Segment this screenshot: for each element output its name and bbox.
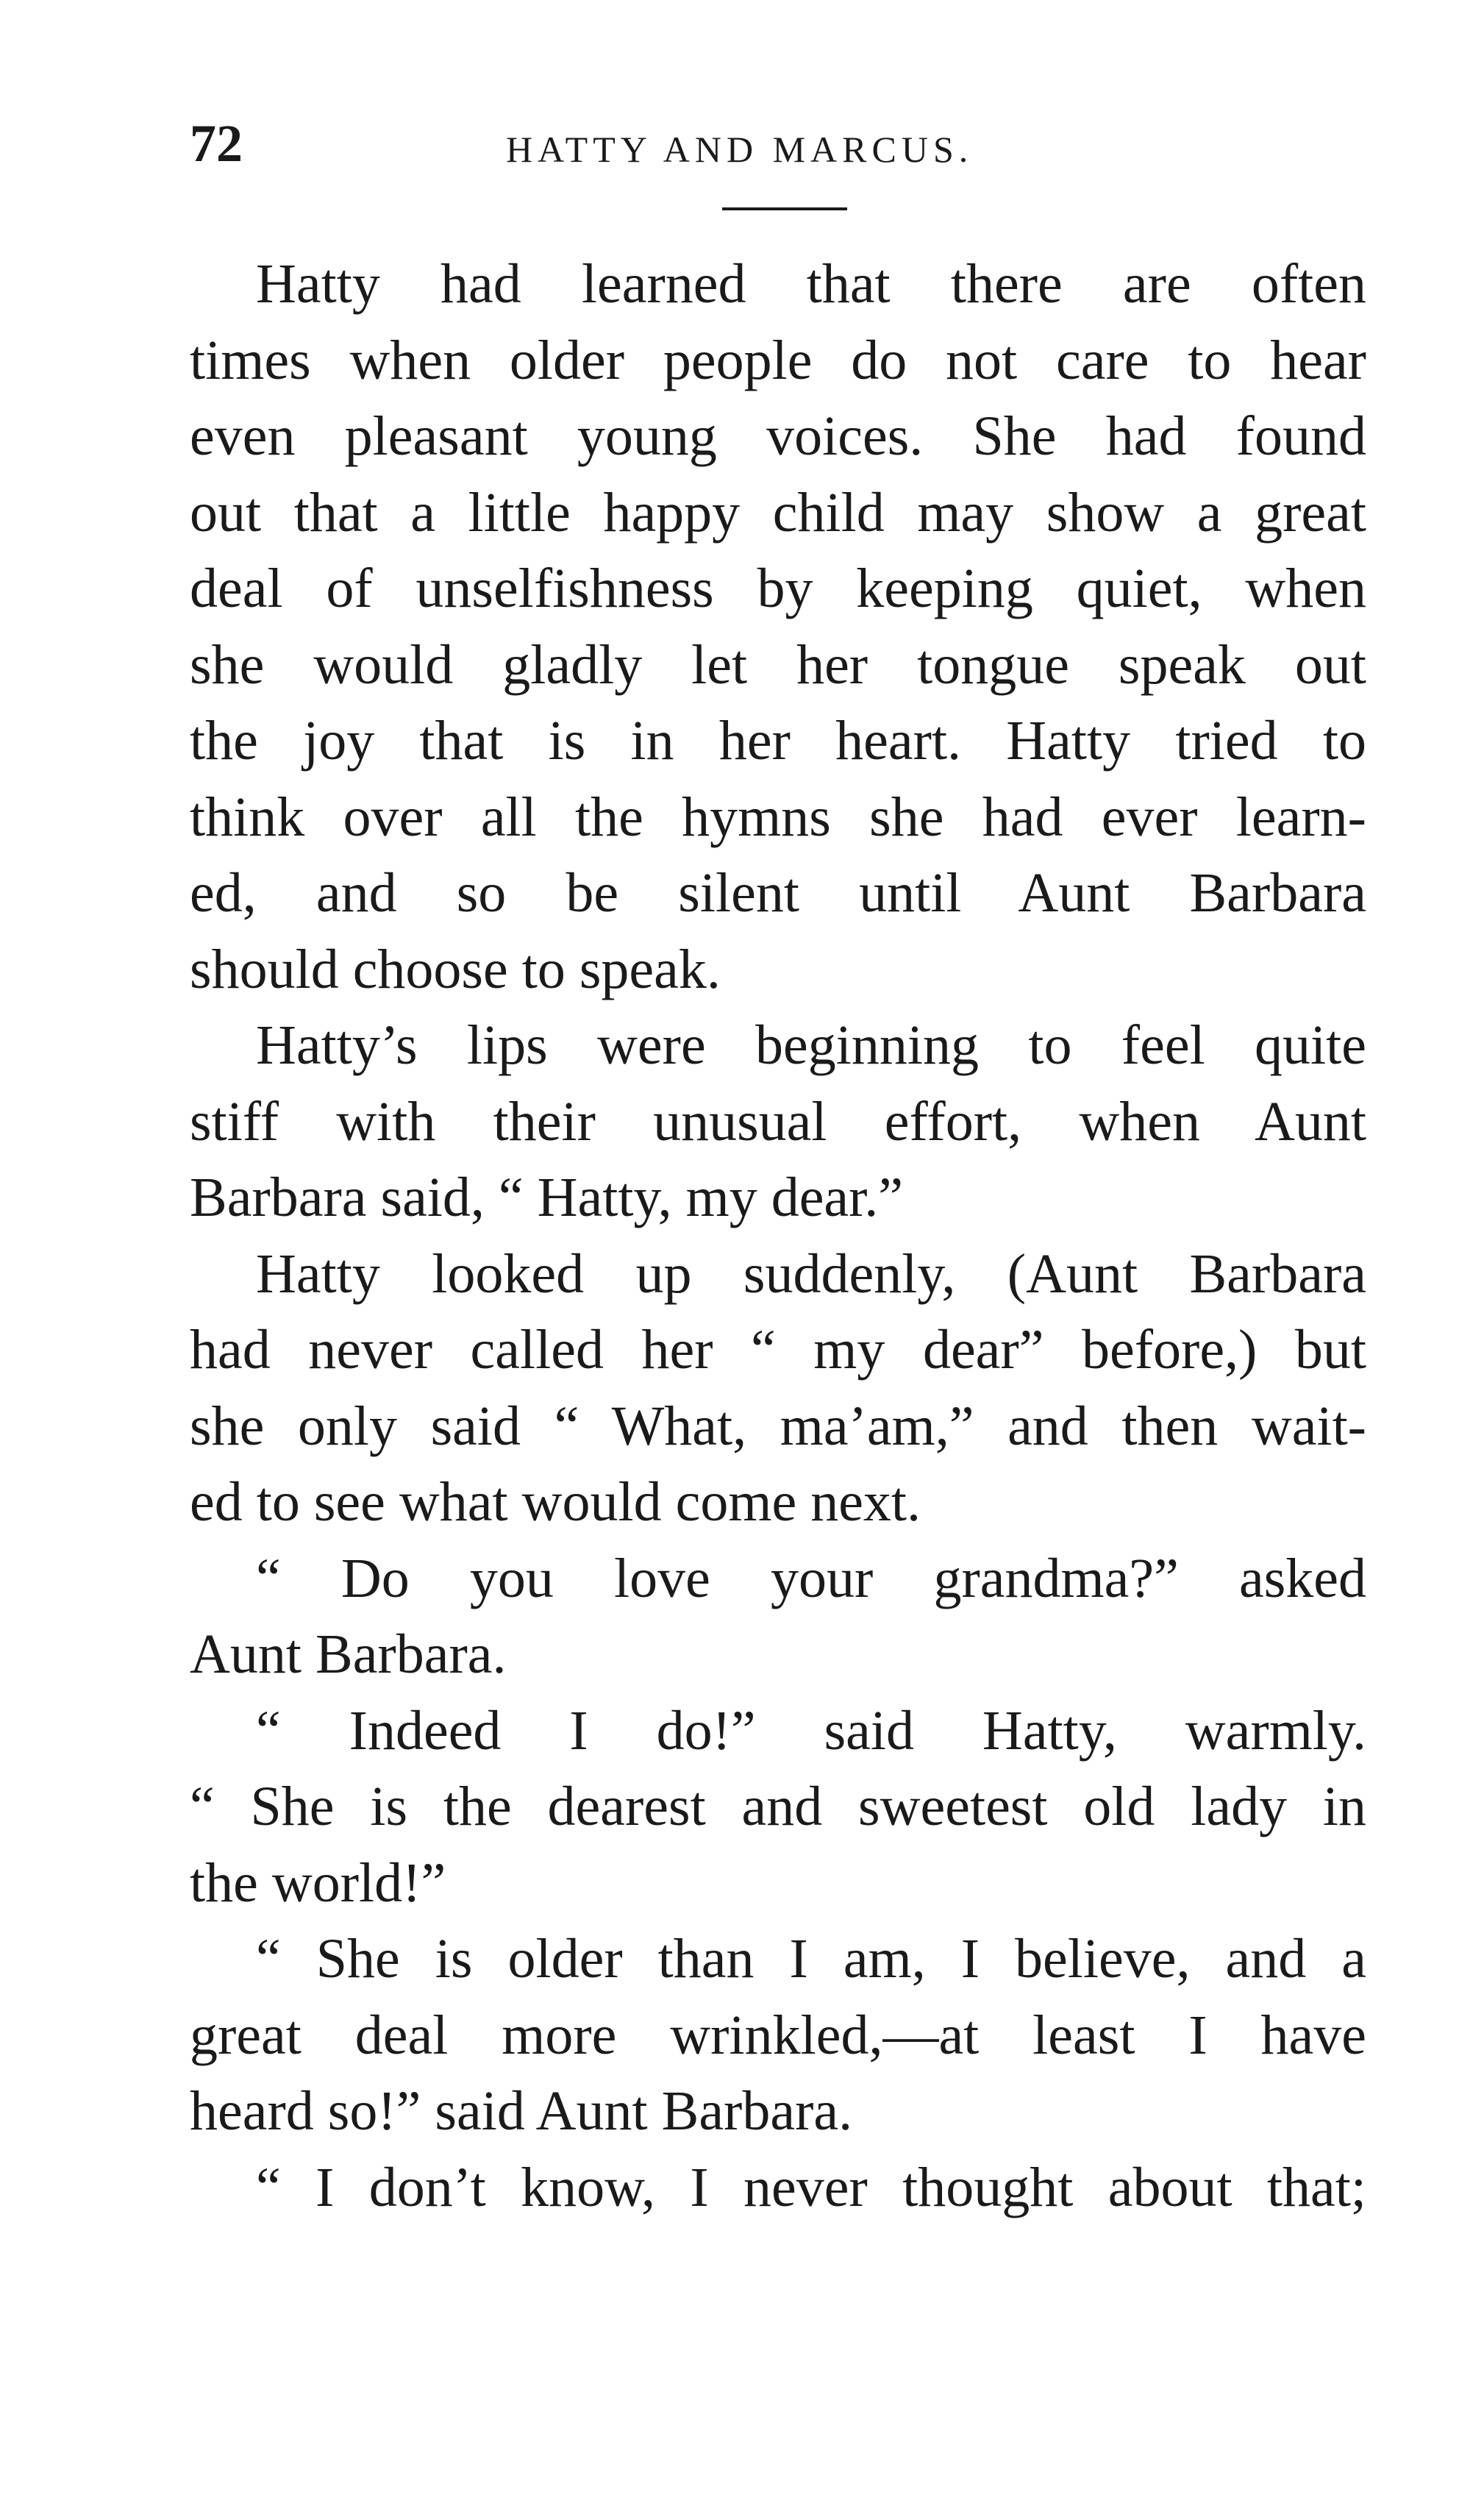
text-line: “ I don’t know, I never thought about that;: [256, 2156, 1366, 2218]
text-line: had never called her “ my dear” before,) but: [190, 1319, 1366, 1381]
text-line: “ She is older than I am, I believe, and a: [256, 1928, 1366, 1990]
text-line: deal of unselfishness by keeping quiet, when: [190, 558, 1366, 619]
text-line: even pleasant young voices. She had found: [190, 405, 1366, 467]
page-number: 72: [190, 114, 243, 173]
page-header: [190, 110, 1366, 177]
paragraph: [190, 1541, 1366, 1693]
paragraph: [190, 2150, 1366, 2227]
text-line: “ Indeed I do!” said Hatty, warmly.: [256, 1699, 1366, 1762]
text-line: great deal more wrinkled,—at least I have: [190, 2004, 1366, 2066]
text-line: “ She is the dearest and sweetest old lady in: [190, 1776, 1366, 1837]
text-line: Hatty’s lips were beginning to feel quite: [256, 1014, 1366, 1076]
text-line: times when older people do not care to hear: [190, 329, 1366, 391]
text-line: should choose to speak.: [190, 938, 721, 1000]
text-line: stiff with their unusual effort, when Aunt: [190, 1090, 1366, 1153]
running-title: HATTY AND MARCUS.: [506, 129, 974, 170]
text-line: out that a little happy child may show a great: [190, 481, 1366, 544]
paragraph: [190, 1693, 1366, 1922]
text-line: ed, and so be silent until Aunt Barbara: [190, 862, 1366, 924]
text-line: Hatty had learned that there are often: [256, 253, 1366, 315]
paragraph: [190, 246, 1366, 1008]
text-line: heard so!” said Aunt Barbara.: [190, 2080, 853, 2142]
paragraph: [190, 1921, 1366, 2150]
text-line: she only said “ What, ma’am,” and then wait-: [190, 1395, 1366, 1457]
text-line: the joy that is in her heart. Hatty tried to: [190, 710, 1366, 772]
body-text: [190, 246, 1366, 2226]
text-line: she would gladly let her tongue speak out: [190, 633, 1366, 696]
text-line: Barbara said, “ Hatty, my dear.”: [190, 1167, 904, 1228]
text-line: think over all the hymns she had ever learn-: [190, 786, 1366, 848]
text-line: Aunt Barbara.: [190, 1623, 507, 1685]
header-rule: [722, 207, 847, 210]
paragraph: [190, 1236, 1366, 1541]
text-line: “ Do you love your grandma?” asked: [256, 1547, 1366, 1609]
text-line: the world!”: [190, 1851, 446, 1914]
text-line: Hatty looked up suddenly, (Aunt Barbara: [256, 1242, 1366, 1305]
paragraph: [190, 1008, 1366, 1236]
text-line: ed to see what would come next.: [190, 1471, 921, 1533]
